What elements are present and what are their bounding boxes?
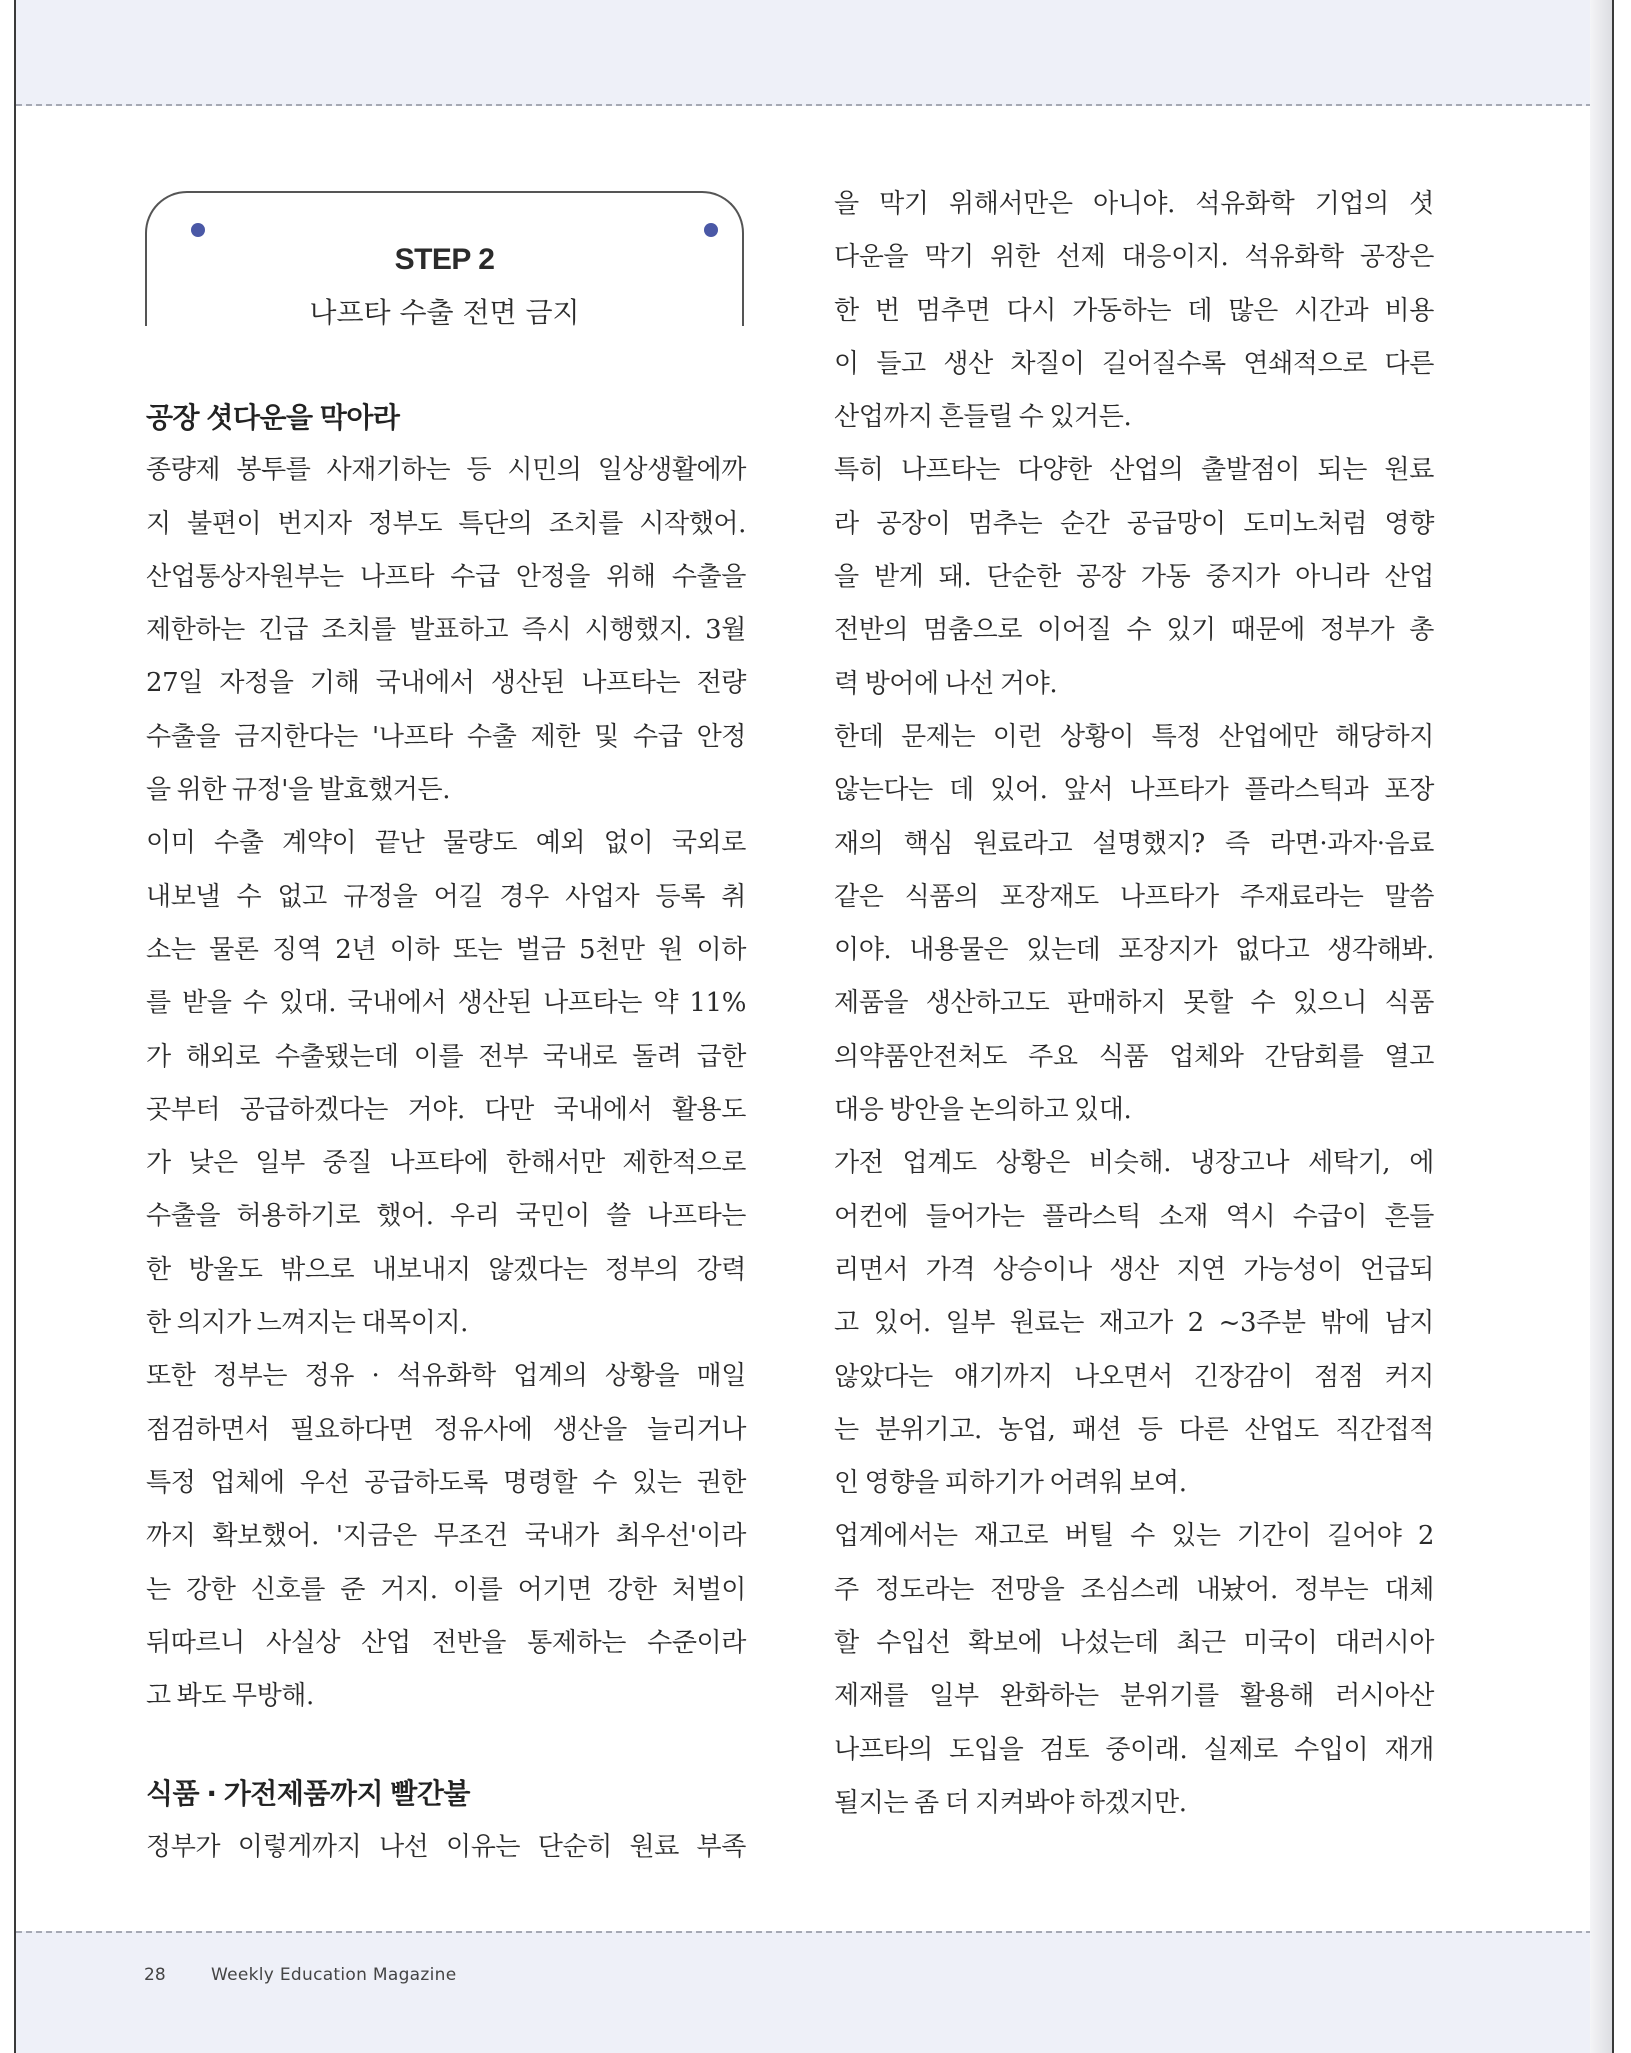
body-line: 인 영향을 피하기가 어려워 보여. <box>834 1468 1187 1499</box>
body-line: 이 들고 생산 차질이 길어질수록 연쇄적으로 다른 <box>834 348 1434 379</box>
body-line: 제재를 일부 완화하는 분위기를 활용해 러시아산 <box>834 1681 1434 1712</box>
body-line: 업계에서는 재고로 버틸 수 있는 기간이 길어야 2 <box>834 1521 1434 1552</box>
page-number: 28 <box>144 1965 166 1985</box>
body-line: 한 의지가 느껴지는 대목이지. <box>146 1308 469 1339</box>
body-line: 한데 문제는 이런 상황이 특정 산업에만 해당하지 <box>834 721 1434 752</box>
body-line: 주 정도라는 전망을 조심스레 내놨어. 정부는 대체 <box>834 1574 1434 1605</box>
bottom-margin-band <box>16 1931 1612 2053</box>
body-line: 의약품안전처도 주요 식품 업체와 간담회를 열고 <box>834 1041 1434 1072</box>
body-line: 이야. 내용물은 있는데 포장지가 없다고 생각해봐. <box>834 935 1434 966</box>
bullet-dot-icon <box>191 223 205 237</box>
body-line: 제품을 생산하고도 판매하지 못할 수 있으니 식품 <box>834 988 1434 1019</box>
section-heading: 공장 셧다운을 막아라 <box>146 401 400 434</box>
body-line: 정부가 이렇게까지 나선 이유는 단순히 원료 부족 <box>146 1831 746 1862</box>
body-line: 재의 핵심 원료라고 설명했지? 즉 라면·과자·음료 <box>834 828 1434 859</box>
body-line: 산업까지 흔들릴 수 있거든. <box>834 402 1132 433</box>
body-line: 지 불편이 번지자 정부도 특단의 조치를 시작했어. <box>146 508 746 539</box>
step-header-box <box>145 191 744 329</box>
body-line: 까지 확보했어. '지금은 무조건 국내가 최우선'이라 <box>146 1521 746 1552</box>
body-line: 어컨에 들어가는 플라스틱 소재 역시 수급이 흔들 <box>834 1201 1434 1232</box>
body-line: 다운을 막기 위한 선제 대응이지. 석유화학 공장은 <box>834 242 1434 273</box>
step-title: 나프타 수출 전면 금지 <box>309 296 580 329</box>
body-line: 력 방어에 나선 거야. <box>834 668 1058 699</box>
body-line: 소는 물론 징역 2년 이하 또는 벌금 5천만 원 이하 <box>146 934 746 965</box>
body-line: 곳부터 공급하겠다는 거야. 다만 국내에서 활용도 <box>146 1094 746 1125</box>
body-line: 한 번 멈추면 다시 가동하는 데 많은 시간과 비용 <box>834 295 1434 326</box>
body-line: 전반의 멈춤으로 이어질 수 있기 때문에 정부가 총 <box>834 615 1434 646</box>
body-line: 리면서 가격 상승이나 생산 지연 가능성이 언급되 <box>834 1254 1434 1285</box>
body-line: 을 받게 돼. 단순한 공장 가동 중지가 아니라 산업 <box>834 562 1434 593</box>
section-heading: 식품 · 가전제품까지 빨간불 <box>146 1777 470 1811</box>
body-line: 를 받을 수 있대. 국내에서 생산된 나프타는 약 11% <box>146 988 746 1019</box>
body-line: 대응 방안을 논의하고 있대. <box>834 1095 1132 1126</box>
bullet-dot-icon <box>704 223 718 237</box>
body-line: 나프타의 도입을 검토 중이래. 실제로 수입이 재개 <box>834 1734 1434 1765</box>
body-line: 않았다는 얘기까지 나오면서 긴장감이 점점 커지 <box>834 1361 1434 1392</box>
magazine-name: Weekly Education Magazine <box>211 1965 457 1985</box>
body-line: 또한 정부는 정유 · 석유화학 업계의 상황을 매일 <box>146 1361 746 1392</box>
body-line: 가 해외로 수출됐는데 이를 전부 국내로 돌려 급한 <box>146 1041 746 1072</box>
body-line: 특정 업체에 우선 공급하도록 명령할 수 있는 권한 <box>146 1467 746 1498</box>
body-line: 는 분위기고. 농업, 패션 등 다른 산업도 직간접적 <box>834 1414 1434 1445</box>
body-line: 을 막기 위해서만은 아니야. 석유화학 기업의 셧 <box>834 189 1434 219</box>
body-line: 수출을 허용하기로 했어. 우리 국민이 쓸 나프타는 <box>146 1201 746 1232</box>
body-line: 고 있어. 일부 원료는 재고가 2 ~3주분 밖에 남지 <box>834 1308 1434 1339</box>
body-line: 뒤따르니 사실상 산업 전반을 통제하는 수준이라 <box>146 1627 746 1658</box>
body-line: 될지는 좀 더 지켜봐야 하겠지만. <box>834 1787 1187 1818</box>
body-line: 점검하면서 필요하다면 정유사에 생산을 늘리거나 <box>146 1414 746 1445</box>
left-column <box>146 391 746 1874</box>
body-line: 않는다는 데 있어. 앞서 나프타가 플라스틱과 포장 <box>834 775 1434 806</box>
body-line: 고 봐도 무방해. <box>146 1681 314 1712</box>
page-edge-shadow <box>1590 0 1612 2053</box>
body-line: 한 방울도 밖으로 내보내지 않겠다는 정부의 강력 <box>146 1254 746 1285</box>
right-column <box>834 178 1434 1830</box>
body-line: 산업통상자원부는 나프타 수급 안정을 위해 수출을 <box>146 561 746 592</box>
body-line: 가전 업계도 상황은 비슷해. 냉장고나 세탁기, 에 <box>834 1148 1434 1179</box>
top-margin-band <box>16 0 1612 106</box>
body-line: 할 수입선 확보에 나섰는데 최근 미국이 대러시아 <box>834 1628 1434 1659</box>
body-line: 가 낮은 일부 중질 나프타에 한해서만 제한적으로 <box>146 1148 746 1179</box>
body-line: 내보낼 수 없고 규정을 어길 경우 사업자 등록 취 <box>146 881 746 912</box>
body-line: 제한하는 긴급 조치를 발표하고 즉시 시행했지. 3월 <box>146 615 746 646</box>
body-line: 라 공장이 멈추는 순간 공급망이 도미노처럼 영향 <box>834 508 1434 539</box>
body-line: 이미 수출 계약이 끝난 물량도 예외 없이 국외로 <box>146 828 746 859</box>
body-line: 는 강한 신호를 준 거지. 이를 어기면 강한 처벌이 <box>146 1574 746 1605</box>
body-line: 종량제 봉투를 사재기하는 등 시민의 일상생활에까 <box>146 455 746 486</box>
body-line: 수출을 금지한다는 '나프타 수출 제한 및 수급 안정 <box>146 721 746 752</box>
body-line: 을 위한 규정'을 발효했거든. <box>146 775 451 806</box>
body-line: 같은 식품의 포장재도 나프타가 주재료라는 말씀 <box>834 881 1434 912</box>
body-line: 특히 나프타는 다양한 산업의 출발점이 되는 원료 <box>834 455 1434 486</box>
body-line: 27일 자정을 기해 국내에서 생산된 나프타는 전량 <box>146 668 746 699</box>
step-label: STEP 2 <box>394 243 495 276</box>
